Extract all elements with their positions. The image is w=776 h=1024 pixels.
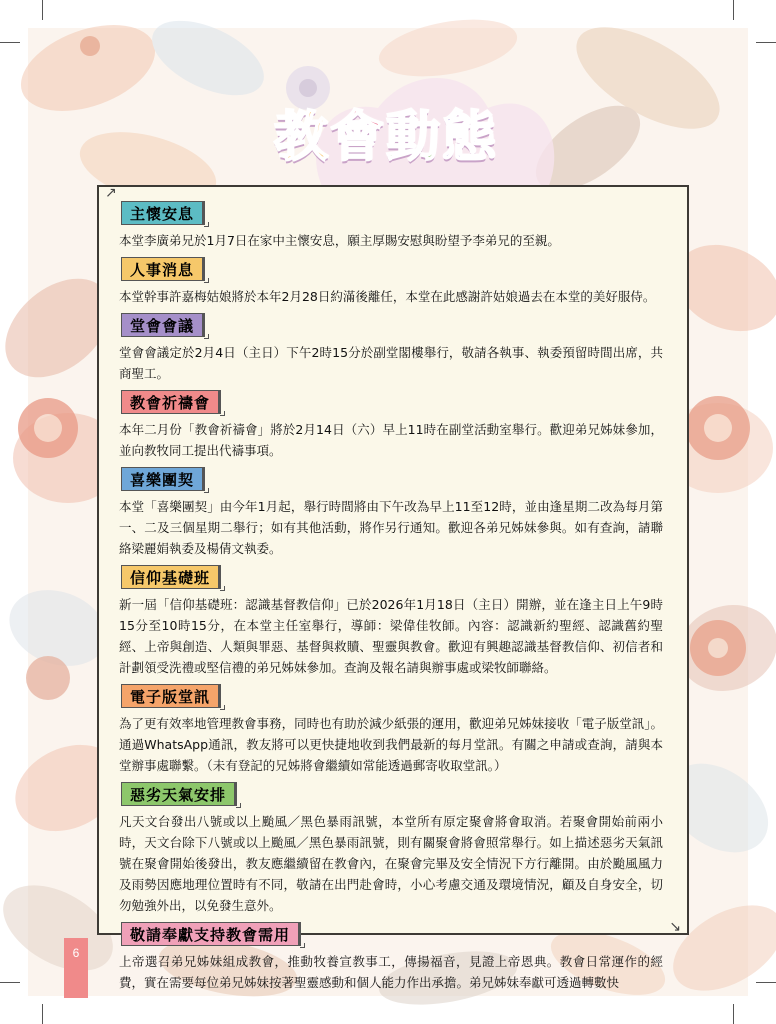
section-header: 信仰基礎班 [121,565,221,589]
section-text: 本年二月份「教會祈禱會」將於2月14日（六）早上11時在副堂活動室舉行。歡迎弟兄姊妹參加，並向教牧同工提出代禱事項。 [119,422,663,458]
section-text: 凡天文台發出八號或以上颱風／黑色暴雨訊號，本堂所有原定聚會將會取消。若聚會開始前兩小時，天文台除下八號或以上颱風／黑色暴雨訊號，則有關聚會將會照常舉行。如上描述惡劣天氣訊號在聚會開始後發出，教友應繼續留在教會內，在聚會完畢及安全情況下方行離開。由於颱風風力及雨勢因應地理位置時有不同，敬請在出門赴會時，小心考慮交通及環境情況，顧及自身安全，切勿勉強外出，以免發生意外。 [119,814,663,913]
section-text: 本堂幹事許嘉梅姑娘將於本年2月28日約滿後離任，本堂在此感謝許姑娘過去在本堂的美好服侍。 [119,289,656,304]
crop-mark-tr-h [756,42,776,43]
section-text: 本堂李廣弟兄於1月7日在家中主懷安息，願主厚賜安慰與盼望予李弟兄的至親。 [119,233,560,248]
section-faith-class [119,565,663,678]
section-obituary [119,201,663,251]
crop-mark-br-h [756,982,776,983]
section-header: 電子版堂訊 [121,684,221,708]
section-text: 堂會會議定於2月4日（主日）下午2時15分於副堂閣樓舉行，敬請各執事、執委預留時間出席，共商聖工。 [119,345,663,381]
title-char-3: 動 [386,104,440,168]
corner-arrow-tl-icon: ↗ [105,185,117,201]
page-title [274,92,554,172]
news-content-box [97,185,689,990]
crop-mark-tl-h [0,42,20,43]
section-header: 主懷安息 [121,201,205,225]
section-personnel [119,257,663,307]
section-text: 本堂「喜樂團契」由今年1月起，舉行時間將由下午改為早上11至12時，並由逢星期二改為每月第一、二及三個星期二舉行；如有其他活動，將作另行通知。歡迎各弟兄姊妹參與。如有查詢，請聯絡梁麗娟執委及楊倩文執委。 [119,499,663,556]
crop-mark-tr-v [733,0,734,20]
section-prayer-meeting [119,390,663,461]
section-header: 惡劣天氣安排 [121,782,237,806]
crop-mark-bl-v [42,1004,43,1024]
section-offering [119,922,663,993]
title-char-2: 會 [330,104,384,168]
section-text: 為了更有效率地管理教會事務，同時也有助於減少紙張的運用，歡迎弟兄姊妹接收「電子版堂訊」。通過WhatsApp通訊，教友將可以更快捷地收到我們最新的每月堂訊。有關之申請或查詢，請與本堂辦事處聯繫。（未有登記的兄姊將會繼續如常能透過郵寄收取堂訊。） [119,716,663,773]
section-fellowship [119,467,663,559]
section-bad-weather [119,782,663,916]
crop-mark-bl-h [0,982,20,983]
section-header: 敬請奉獻支持教會需用 [121,922,301,946]
title-char-1: 教 [274,104,328,168]
page-number: 6 [64,938,88,998]
section-header: 人事消息 [121,257,205,281]
section-church-meeting [119,313,663,384]
crop-mark-tl-v [42,0,43,20]
section-text: 上帝選召弟兄姊妹組成教會，推動牧養宣教事工，傳揚福音，見證上帝恩典。教會日常運作的經費，實在需要每位弟兄姊妹按著聖靈感動和個人能力作出承擔。弟兄姊妹奉獻可透過轉數快 [119,954,663,990]
crop-mark-br-v [733,1004,734,1024]
title-char-4: 態 [442,104,496,168]
section-header: 喜樂團契 [121,467,205,491]
section-header: 堂會會議 [121,313,205,337]
corner-arrow-br-icon: ↘ [669,919,681,935]
section-text: 新一屆「信仰基礎班：認識基督教信仰」已於2026年1月18日（主日）開辦，並在逢主日上午9時15分至10時15分，在本堂主任室舉行，導師：梁偉佳牧師。內容：認識新約聖經、認識舊約聖經、上帝與創造、人類與罪惡、基督與救贖、聖靈與教會。歡迎有興趣認識基督教信仰、初信者和計劃領受洗禮或堅信禮的弟兄姊妹參加。查詢及報名請與辦事處或梁牧師聯絡。 [119,597,663,675]
section-header: 教會祈禱會 [121,390,221,414]
section-e-newsletter [119,684,663,776]
